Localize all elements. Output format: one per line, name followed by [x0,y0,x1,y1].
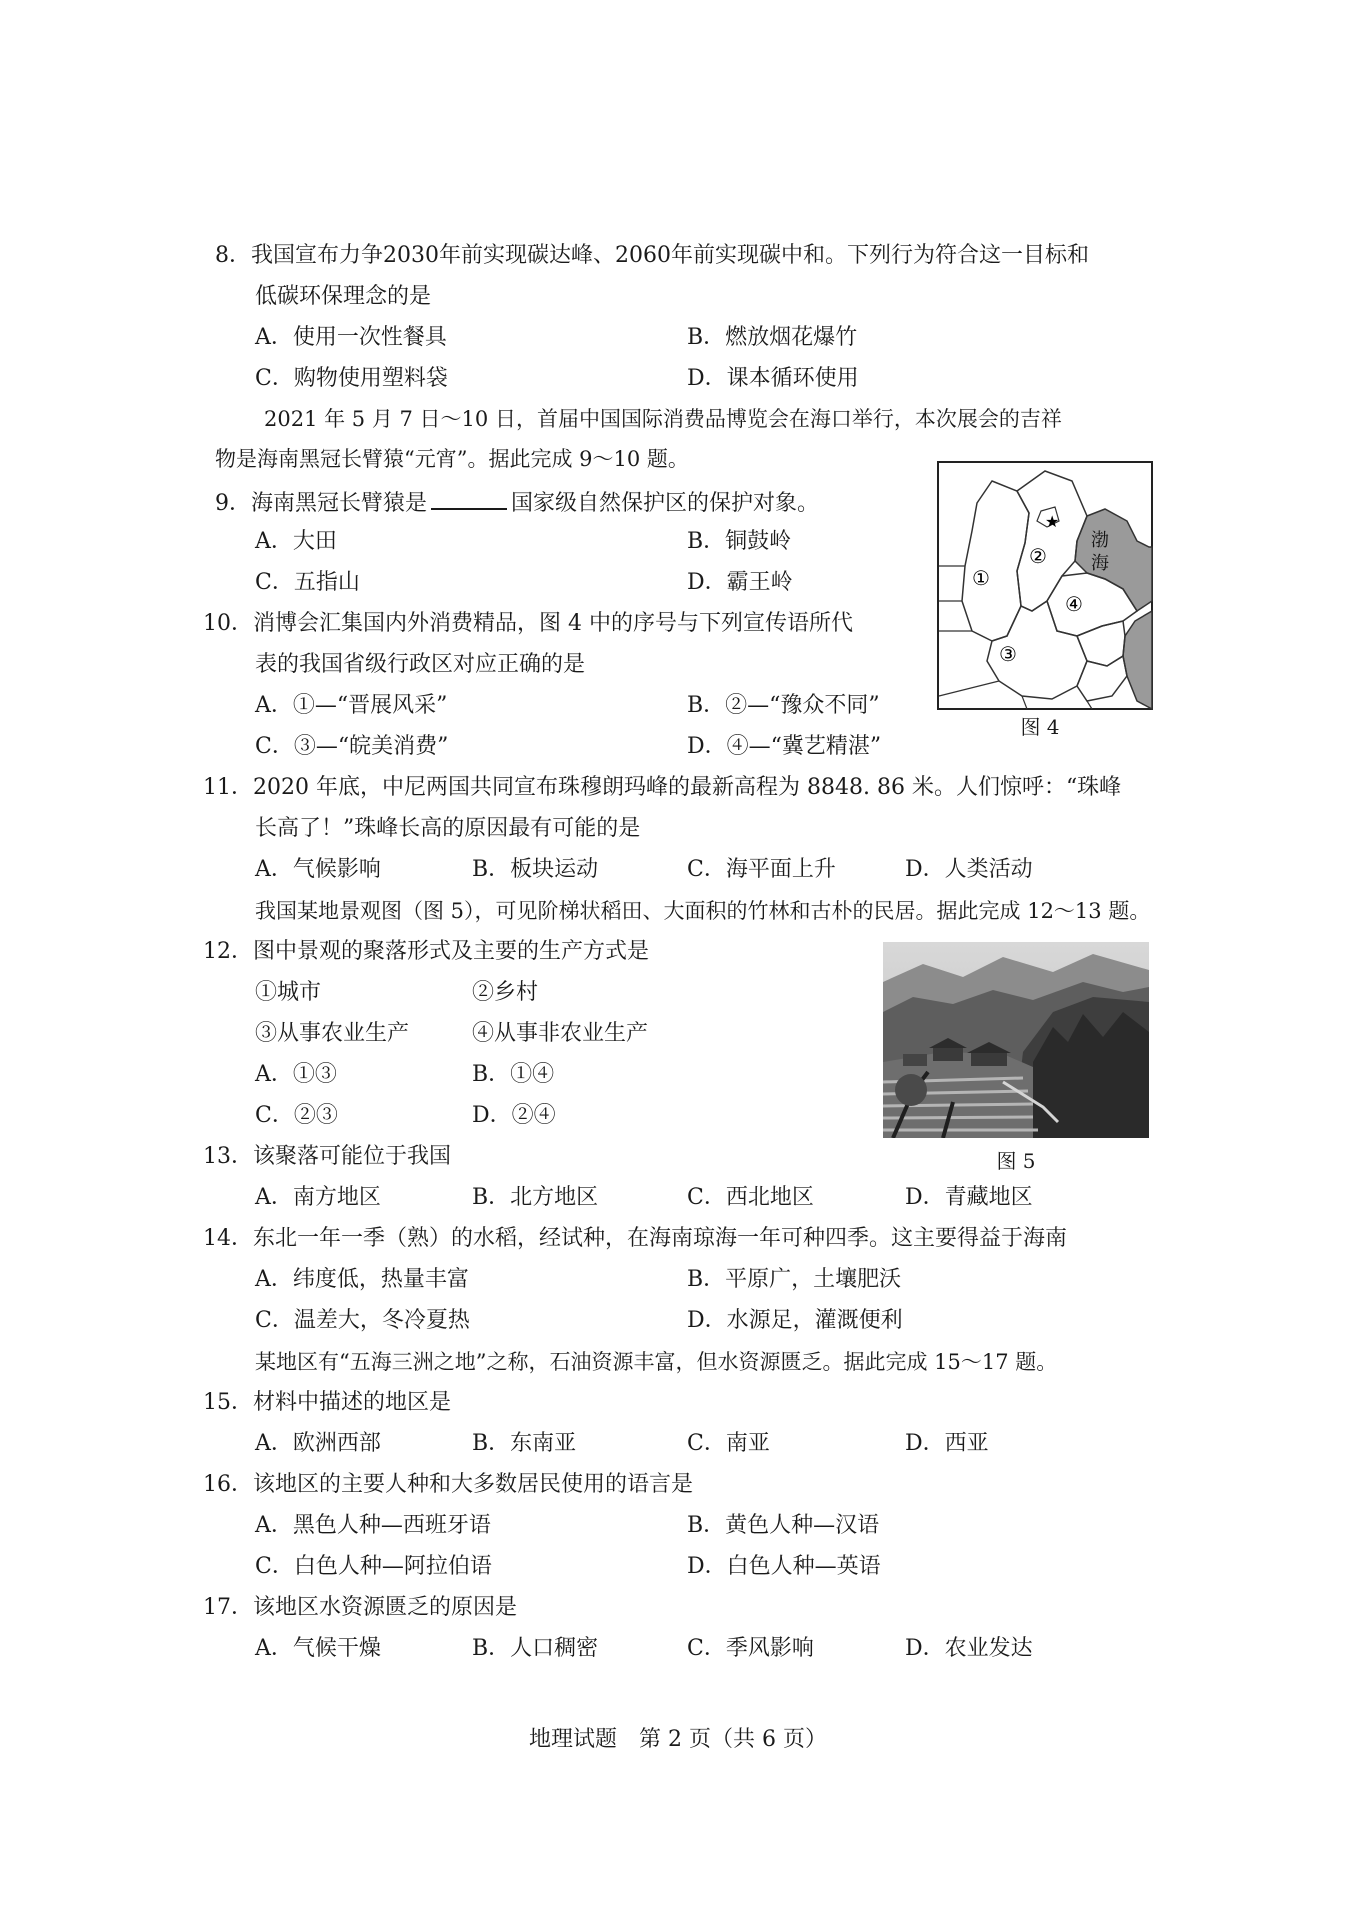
q13-option-c[interactable]: C．西北地区 [687,1185,814,1210]
q12-option-c[interactable]: C．②③ [255,1103,338,1128]
photo-tree-canopy [895,1074,927,1106]
figure-5-photo-svg [883,942,1149,1138]
q8-stem-line1: 8．我国宣布力争2030年前实现碳达峰、2060年前实现碳中和。下列行为符合这一目标和 [215,243,1089,268]
q13-number: 13． [203,1144,253,1169]
q10-stem-line2: 表的我国省级行政区对应正确的是 [255,652,586,677]
photo-house-3 [903,1054,927,1066]
q10-option-c[interactable]: C．③—“皖美消费” [255,734,449,759]
q16-option-a[interactable]: A．黑色人种—西班牙语 [255,1513,491,1538]
q9-stem: 9．海南黑冠长臂猿是 国家级自然保护区的保护对象。 [215,486,819,519]
bohai-label-char2: 海 [1091,553,1109,574]
q15-option-c[interactable]: C．南亚 [687,1431,770,1456]
q12-item-4: ④从事非农业生产 [472,1021,649,1046]
q14-option-d[interactable]: D．水源足，灌溉便利 [687,1308,903,1333]
q12-item-3: ③从事农业生产 [255,1021,410,1046]
q10-number: 10． [203,611,253,636]
q11-option-d[interactable]: D．人类活动 [905,857,1033,882]
figure-5-caption: 图 5 [996,1149,1036,1173]
q12-stem: 12．图中景观的聚落形式及主要的生产方式是 [203,939,650,964]
q9-option-d[interactable]: D．霸王岭 [687,570,793,595]
q9-answer-blank [431,486,507,510]
q8-option-d[interactable]: D．课本循环使用 [687,366,859,391]
q17-stem: 17．该地区水资源匮乏的原因是 [203,1595,518,1620]
q12-item-2: ②乡村 [472,980,539,1005]
q9-number: 9． [215,491,251,516]
q14-number: 14． [203,1226,253,1251]
q12-option-a[interactable]: A．①③ [255,1062,337,1087]
q8-option-a[interactable]: A．使用一次性餐具 [255,325,447,350]
q17-option-d[interactable]: D．农业发达 [905,1636,1033,1661]
q12-option-d[interactable]: D．②④ [472,1103,556,1128]
q11-stem-line2: 长高了！”珠峰长高的原因最有可能的是 [255,816,641,841]
page-footer: 地理试题 第 2 页（共 6 页） [529,1727,827,1752]
map-label-3: ③ [999,642,1017,666]
intro-12-13-line1: 我国某地景观图（图 5），可见阶梯状稻田、大面积的竹林和古朴的民居。据此完成 12～13 题。 [255,899,1151,923]
q11-number: 11． [203,775,253,800]
q10-stem-line1: 10．消博会汇集国内外消费精品，图 4 中的序号与下列宣传语所代 [203,611,853,636]
q14-stem: 14．东北一年一季（熟）的水稻，经试种，在海南琼海一年可种四季。这主要得益于海南 [203,1226,1068,1251]
q10-option-b[interactable]: B．②—“豫众不同” [687,693,880,718]
q10-option-d[interactable]: D．④—“冀艺精湛” [687,734,882,759]
q15-option-b[interactable]: B．东南亚 [472,1431,577,1456]
photo-house-1 [933,1047,963,1061]
q16-option-b[interactable]: B．黄色人种—汉语 [687,1513,880,1538]
q15-option-a[interactable]: A．欧洲西部 [255,1431,381,1456]
q15-stem: 15．材料中描述的地区是 [203,1390,452,1415]
q9-option-a[interactable]: A．大田 [255,529,337,554]
bohai-label-char1: 渤 [1091,530,1109,551]
q16-option-c[interactable]: C．白色人种—阿拉伯语 [255,1554,492,1579]
q14-option-b[interactable]: B．平原广，土壤肥沃 [687,1267,902,1292]
figure-4-caption: 图 4 [1020,715,1060,739]
map-label-4: ④ [1065,592,1083,616]
q13-option-d[interactable]: D．青藏地区 [905,1185,1033,1210]
intro-15-17-line1: 某地区有“五海三洲之地”之称，石油资源丰富，但水资源匮乏。据此完成 15～17 题。 [255,1350,1058,1374]
figure-4-map [937,461,1153,710]
q11-stem-line1: 11．2020 年底，中尼两国共同宣布珠穆朗玛峰的最新高程为 8848. 86 米。人们惊呼：“珠峰 [203,775,1122,800]
q12-option-b[interactable]: B．①④ [472,1062,555,1087]
map-label-1: ① [972,566,990,590]
q16-option-d[interactable]: D．白色人种—英语 [687,1554,881,1579]
q8-option-c[interactable]: C．购物使用塑料袋 [255,366,448,391]
map-label-2: ② [1029,544,1047,568]
figure-5-photo [883,942,1149,1138]
intro-9-10-line2: 物是海南黑冠长臂猿“元宵”。据此完成 9～10 题。 [215,447,689,471]
q11-option-c[interactable]: C．海平面上升 [687,857,836,882]
q17-option-c[interactable]: C．季风影响 [687,1636,814,1661]
q11-option-b[interactable]: B．板块运动 [472,857,599,882]
q17-option-a[interactable]: A．气候干燥 [255,1636,381,1661]
figure-4-map-svg [937,461,1153,710]
q15-number: 15． [203,1390,253,1415]
q16-number: 16． [203,1472,253,1497]
q17-number: 17． [203,1595,253,1620]
q16-stem: 16．该地区的主要人种和大多数居民使用的语言是 [203,1472,694,1497]
q14-option-c[interactable]: C．温差大，冬冷夏热 [255,1308,470,1333]
q9-option-c[interactable]: C．五指山 [255,570,360,595]
q12-item-1: ①城市 [255,980,322,1005]
q17-option-b[interactable]: B．人口稠密 [472,1636,599,1661]
q8-stem-line2: 低碳环保理念的是 [255,284,432,309]
q12-number: 12． [203,939,253,964]
intro-9-10-line1: 2021 年 5 月 7 日～10 日，首届中国国际消费品博览会在海口举行，本次展会的吉祥 [264,407,1062,431]
q9-option-b[interactable]: B．铜鼓岭 [687,529,792,554]
q13-option-b[interactable]: B．北方地区 [472,1185,599,1210]
photo-house-2 [971,1052,1007,1066]
q11-option-a[interactable]: A．气候影响 [255,857,381,882]
q8-number: 8． [215,243,251,268]
q13-option-a[interactable]: A．南方地区 [255,1185,381,1210]
q14-option-a[interactable]: A．纬度低，热量丰富 [255,1267,469,1292]
q15-option-d[interactable]: D．西亚 [905,1431,989,1456]
q10-option-a[interactable]: A．①—“晋展风采” [255,693,448,718]
capital-star-marker: ★ [1045,512,1060,531]
q13-stem: 13．该聚落可能位于我国 [203,1144,452,1169]
q8-option-b[interactable]: B．燃放烟花爆竹 [687,325,858,350]
